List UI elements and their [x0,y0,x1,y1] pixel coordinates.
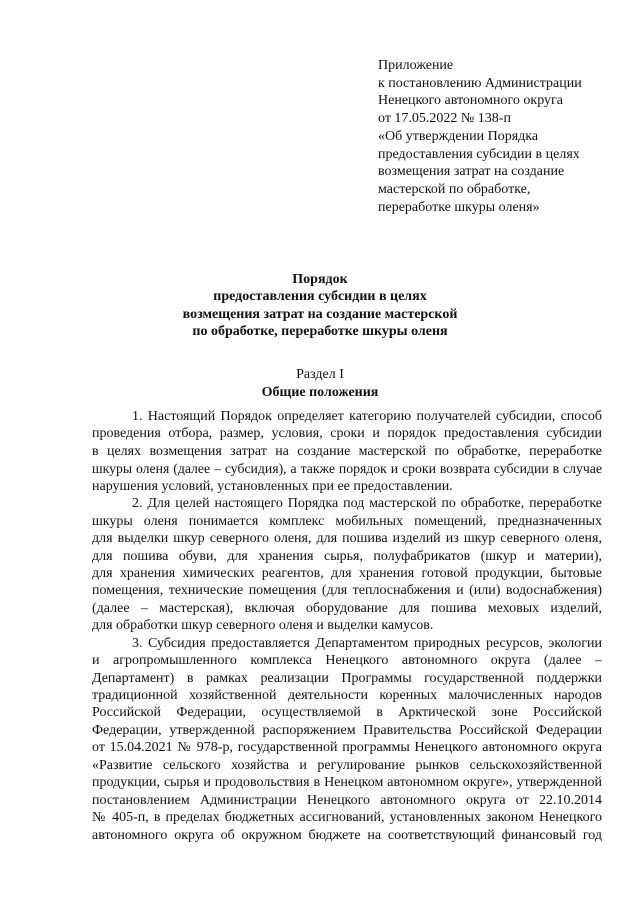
appendix-line: предоставления субсидии в целях [378,146,580,162]
paragraph-line: нарушения условий, установленных при ее предоставлении. [92,478,453,494]
paragraph-line: для обработки шкур северного оленя и выделки камусов. [92,618,434,634]
document-body [92,408,602,844]
title-line: Порядок [292,272,348,287]
appendix-line: переработке шкуры оленя» [378,199,540,215]
paragraph-line: и агропромышленного комплекса Ненецкого автономного округа (далее – [92,653,602,669]
paragraph-line: «Развитие сельского хозяйства и регулирование рынков сельскохозяйственной [92,757,602,773]
section-header [0,366,640,401]
appendix-line: Ненецкого автономного округа [378,93,563,109]
paragraph-line: 1. Настоящий Порядок определяет категорию получателей субсидии, способ [132,409,602,424]
paragraph-line: для пошива обуви, для хранения сырья, полуфабрикатов (шкур и материи), [92,548,602,564]
appendix-line: от 17.05.2022 № 138-п [378,111,511,127]
paragraph-line: для выделки шкур северного оленя, для пошива изделий из шкур северного оленя, [92,531,602,547]
paragraph-line: Российской Федерации, осуществляемой в Арктической зоне Российской [92,705,602,721]
paragraph-line: продукции, сырья и продовольствия в Ненецком автономном округе», утвержденной [92,775,602,791]
section-heading: Общие положения [261,384,379,400]
paragraph-line: № 405-п, в пределах бюджетных ассигнований, установленных законом Ненецкого [92,810,602,826]
section-number: Раздел I [296,367,344,382]
paragraph-line: автономного округа об окружном бюджете на соответствующий финансовый год [92,827,602,843]
paragraph-line: традиционной хозяйственной деятельности коренных малочисленных народов [92,688,602,703]
paragraph-line: в целях возмещения затрат на создание мастерской по обработке, переработке [92,443,602,459]
paragraph-line: для хранения химических реагентов, для хранения готовой продукции, бытовые [92,565,602,581]
paragraph-line: помещения, технические помещения (для теплоснабжения и (или) водоснабжения) [92,583,602,599]
appendix-block [378,57,628,216]
title-line: по обработке, переработке шкуры оленя [192,323,448,339]
appendix-line: «Об утверждении Порядка [378,128,539,144]
appendix-line: к постановлению Администрации [378,75,582,91]
title-line: возмещения затрат на создание мастерской [182,306,458,322]
paragraph-line: от 15.04.2021 № 978-р, государственной программы Ненецкого автономного округа [92,740,602,756]
appendix-line: мастерской по обработке, [378,181,531,197]
paragraph-line: постановлением Администрации Ненецкого автономного округа от 22.10.2014 [92,792,602,808]
paragraph-line: 2. Для целей настоящего Порядка под мастерской по обработке, переработке [132,496,602,512]
title-line: предоставления субсидии в целях [213,289,427,305]
paragraph-line: проведения отбора, размер, условия, сроки и порядок предоставления субсидии [92,426,602,442]
paragraph-line: шкуры оленя понимается комплекс мобильных помещений, предназначенных [92,513,602,529]
paragraph-line: Департамент) в рамках реализации Программы государственной поддержки [92,670,602,686]
appendix-line: Приложение [378,58,454,73]
paragraph-line: 3. Субсидия предоставляется Департаментом природных ресурсов, экологии [132,635,602,651]
paragraph-line: шкуры оленя (далее – субсидия), а также порядок и сроки возврата субсидии в случае [92,461,602,477]
paragraph-line: Федерации, утвержденной распоряжением Правительства Российской Федерации [92,722,602,738]
paragraph-line: (далее – мастерская), включая оборудование для пошива меховых изделий, [92,600,602,616]
document-title [0,271,640,340]
appendix-line: возмещения затрат на создание [378,164,565,180]
